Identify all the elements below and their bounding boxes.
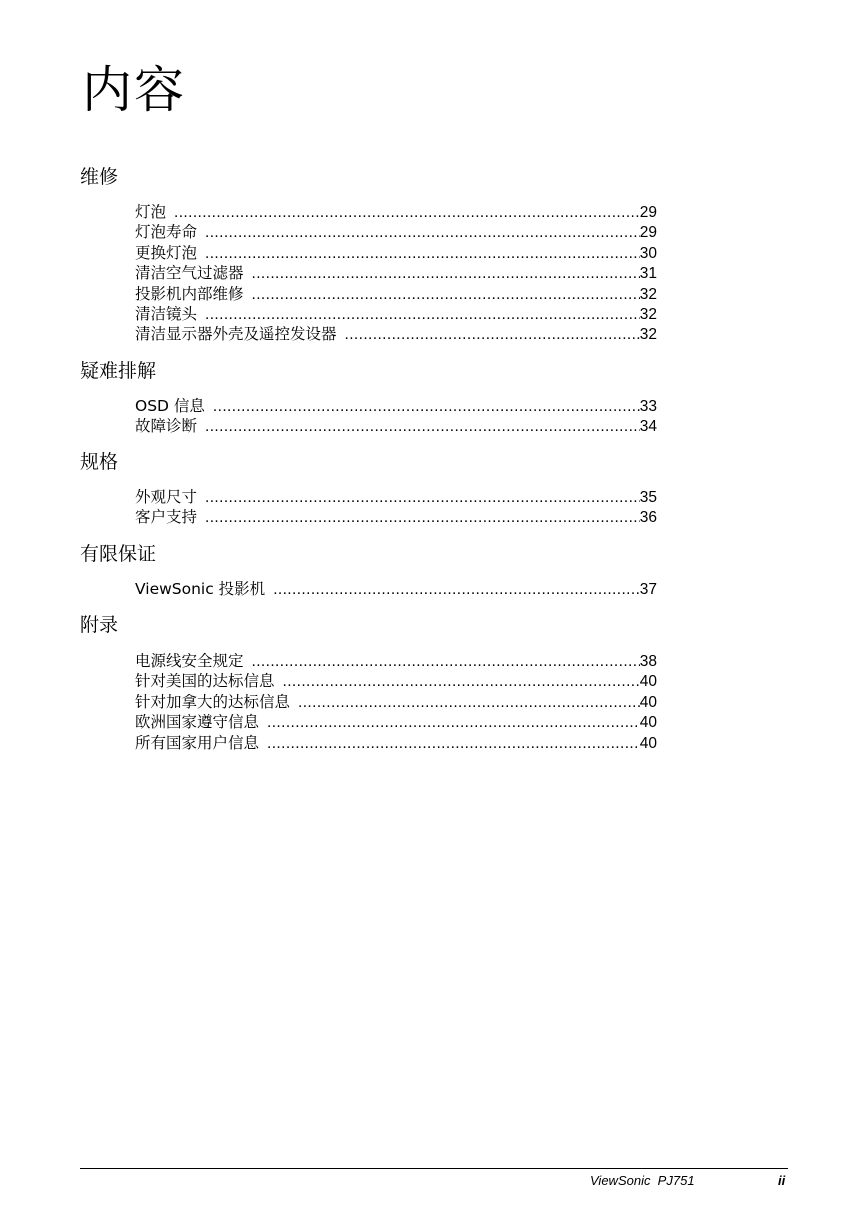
toc-entry-page: 36 [639,509,657,527]
toc-entry-label: 电源线安全规定 [135,652,244,670]
toc-entry-list [135,396,657,437]
toc-entry-label: 欧洲国家遵守信息 [135,713,260,732]
section-heading: 疑难排解 [80,360,157,382]
toc-entry-label: 针对加拿大的达标信息 [135,692,291,711]
toc-entry-page: 40 [639,673,657,691]
toc-entry[interactable] [135,692,657,712]
toc-entry[interactable] [135,243,657,263]
toc-entry-label: 灯泡寿命 [135,223,198,242]
toc-entry-list [135,202,657,345]
dot-leader [205,508,640,528]
toc-entry-page: 40 [639,714,657,732]
toc-entry-page: 29 [639,224,657,242]
toc-entry-page: 38 [639,653,657,670]
toc-entry-page: 37 [639,581,657,598]
dot-leader [252,285,640,305]
toc-entry-label: 清洁镜头 [135,304,198,323]
toc-entry-label: 更换灯泡 [135,243,198,262]
dot-leader [345,325,640,345]
toc-entry-label: 清洁空气过滤器 [135,264,244,283]
toc-section-appendix [80,612,868,752]
toc-entry-label: 清洁显示器外壳及遥控发设器 [135,325,337,344]
toc-entry[interactable] [135,579,657,599]
page-title: 内容 [82,61,186,119]
toc-entry[interactable] [135,712,657,732]
toc-entry-page: 29 [639,204,657,221]
toc-section-troubleshooting [80,358,868,436]
toc-entry-list [135,487,657,528]
toc-entry[interactable] [135,284,657,304]
dot-leader [252,652,640,672]
dot-leader [205,305,640,325]
dot-leader [267,713,640,733]
footer-divider [80,1168,788,1169]
toc-entry-page: 34 [639,418,657,436]
dot-leader [213,397,640,417]
toc-entry-page: 31 [639,265,657,283]
toc-entry-page: 35 [639,489,657,506]
dot-leader [273,580,640,600]
toc-entry-page: 30 [639,244,657,262]
dot-leader [283,672,640,692]
dot-leader [298,693,640,713]
toc-section-maintenance [80,164,868,344]
section-heading: 附录 [80,614,119,636]
footer-product-name: ViewSonic PJ751 [590,1173,695,1188]
toc-entry-page: 40 [639,734,657,752]
toc-entry[interactable] [135,202,657,222]
toc-entry[interactable] [135,487,657,507]
toc-entry-label: 所有国家用户信息 [135,733,260,752]
toc-entry-list [135,651,657,753]
toc-entry-label: 投影机内部维修 [135,284,244,303]
toc-entry[interactable] [135,507,657,527]
dot-leader [205,244,640,264]
toc-entry[interactable] [135,304,657,324]
toc-section-warranty [80,541,868,598]
section-heading: 维修 [80,166,119,188]
section-heading: 规格 [80,451,119,473]
toc-entry[interactable] [135,222,657,242]
dot-leader [252,264,640,284]
toc-entry-label: 针对美国的达标信息 [135,672,275,691]
toc-entry[interactable] [135,671,657,691]
dot-leader [205,488,640,508]
dot-leader [205,417,640,437]
toc-entry-page: 32 [639,305,657,323]
footer-page-number: ii [778,1173,786,1188]
toc-entry-label: 客户支持 [135,508,198,527]
toc-entry-page: 32 [639,285,657,303]
toc-entry[interactable] [135,651,657,671]
toc-section-specifications [80,449,868,527]
dot-leader [267,734,640,754]
toc-entry[interactable] [135,733,657,753]
toc-entry-label: OSD 信息 [135,397,205,415]
section-heading: 有限保证 [80,543,157,565]
toc-entry-list [135,579,657,599]
toc-entry-label: 灯泡 [135,203,167,221]
toc-entry[interactable] [135,263,657,283]
dot-leader [205,223,640,243]
toc-entry-label: 故障诊断 [135,417,198,436]
toc-entry-label: ViewSonic 投影机 [135,580,266,598]
toc-entry-label: 外观尺寸 [135,488,198,506]
toc-entry-page: 32 [639,326,657,344]
dot-leader [174,203,640,223]
toc-entry[interactable] [135,396,657,416]
toc-entry-page: 40 [639,693,657,711]
toc-entry[interactable] [135,324,657,344]
toc-entry-page: 33 [639,398,657,415]
toc-entry[interactable] [135,416,657,436]
